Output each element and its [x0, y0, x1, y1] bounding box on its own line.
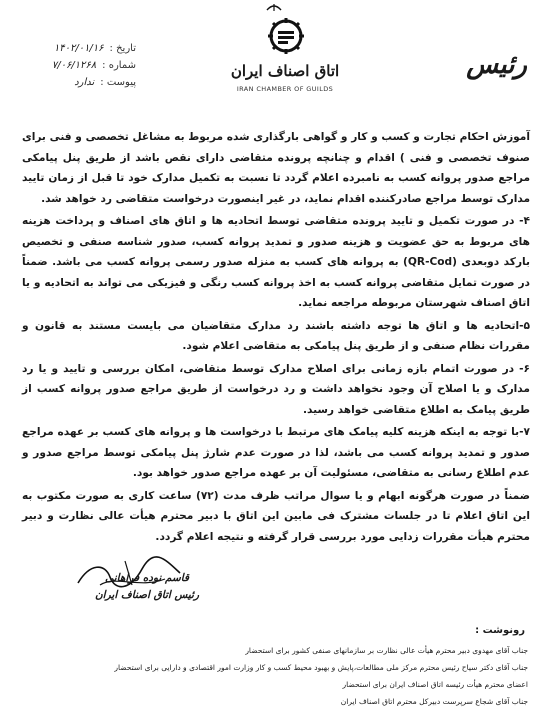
letter-body	[22, 127, 530, 549]
cc-title: رونوشت :	[475, 625, 525, 636]
date-value: ۱۴۰۲/۰۱/۱۶	[53, 43, 104, 54]
signer-title: رئیس اتاق اصناف ایران	[94, 589, 200, 601]
org-name-en: IRAN CHAMBER OF GUILDS	[236, 85, 334, 93]
number-row	[16, 57, 136, 74]
body-paragraph: ۴- در صورت تکمیل و تایید پرونده متقاضی توسط اتحادیه ها و اتاق های اصناف و پرداخت هزینه های مربوط به حق عضویت و هزینه صدور و تمدید پروانه کسب، صدور شناسه صنفی و تخصیص بارکد دوبعدی (QR-Cod) به پروانه های کسب به منزله صدور رسمی پروانه کسب می باشد. ضمناً در صورت تمایل متقاضی پروانه کسب به اخذ پروانه کسب رنگی و فیزیکی می تواند به اتحادیه و یا اتاق اصناف شهرستان مربوطه مراجعه نماید.	[22, 215, 530, 309]
cc-item: اعضای محترم هیأت رئیسه اتاق اصناف ایران برای استحضار	[342, 680, 528, 689]
body-paragraph: ۵-اتحادیه ها و اتاق ها توجه داشته باشند رد مدارک متقاضیان می بایست مستند به قانون و مقررات نظام صنفی و از طریق پنل پیامکی به متقاضی اعلام شود.	[22, 319, 530, 352]
cc-item: جناب آقای دکتر سیاح رئیس محترم مرکز ملی مطالعات،پایش و بهبود محیط کسب و کار وزارت امور اقتصادی و دارایی برای استحضار	[114, 663, 528, 672]
number-value: ۷/۰۶/۱۲۶۸	[51, 60, 97, 71]
org-name-fa: اتاق اصناف ایران	[230, 62, 340, 80]
body-paragraph: ضمناً در صورت هرگونه ابهام و یا سوال مراتب ظرف مدت (۷۲) ساعت کاری به صورت مکتوب به این اتاق اعلام تا در جلسات مشترک فی مابین این اتاق با دبیر محترم هیأت عالی نظارت و دبیر محترم هیأت مقررات زدایی مورد بررسی قرار گرفته و نتیجه اعلام گردد.	[22, 489, 530, 543]
attachment-value: ندارد	[74, 77, 95, 88]
body-paragraph: ۶- در صورت اتمام بازه زمانی برای اصلاح مدارک توسط متقاضی، امکان بررسی و تایید و یا رد مدارک و یا اصلاح آن وجود نخواهد داشت و رد درخواست از طریق مراجع صدور پروانه کسب از طریق پیامک به اطلاع متقاضی خواهد رسید.	[22, 362, 530, 416]
letter-meta	[16, 40, 136, 91]
number-label: شماره :	[102, 60, 136, 71]
national-emblem-icon	[265, 2, 283, 12]
guilds-chamber-logo-icon	[266, 16, 306, 60]
date-label: تاریخ :	[109, 43, 136, 54]
signer-name: قاسم نوده فراهانی	[105, 572, 189, 584]
body-paragraph: آموزش احکام تجارت و کسب و کار و گواهی بارگذاری شده مربوط به مشاغل تخصصی و فنی برای صنوف تخصصی و فنی ) اقدام و چنانچه پرونده متقاضی دارای نقص باشد از طریق پنل پیامکی مراجع صدور پروانه کسب به نامبرده اعلام گردد تا نسبت به تکمیل مدارک خود تا قبل از زمان تایید مدارک توسط مراجع صادرکننده اقدام نماید، در غیر اینصورت درخواست متقاضی رد خواهد شد.	[22, 131, 530, 205]
cc-list	[10, 642, 528, 710]
date-row	[16, 40, 136, 57]
header-title-rais: رئیس	[466, 50, 527, 80]
attachment-row	[16, 74, 136, 91]
cc-item: جناب آقای مهدوی دبیر محترم هیأت عالی نظارت بر سازمانهای صنفی کشور برای استحضار	[245, 646, 528, 655]
attachment-label: پیوست :	[100, 77, 136, 88]
cc-item: جناب آقای شجاع سرپرست دبیرکل محترم اتاق اصناف ایران	[340, 697, 528, 706]
body-paragraph: ۷-با توجه به اینکه هزینه کلیه پیامک های مرتبط با درخواست ها و پروانه های کسب بر عهده مراجع صدور و تمدید پروانه کسب می باشد، لذا در صورت عدم شارژ پنل پیامکی توسط مراجع صدور و عدم اطلاع رسانی به متقاضی، مسئولیت آن بر عهده مراجع صدور خواهد بود.	[22, 426, 530, 479]
signer-block	[92, 570, 202, 604]
